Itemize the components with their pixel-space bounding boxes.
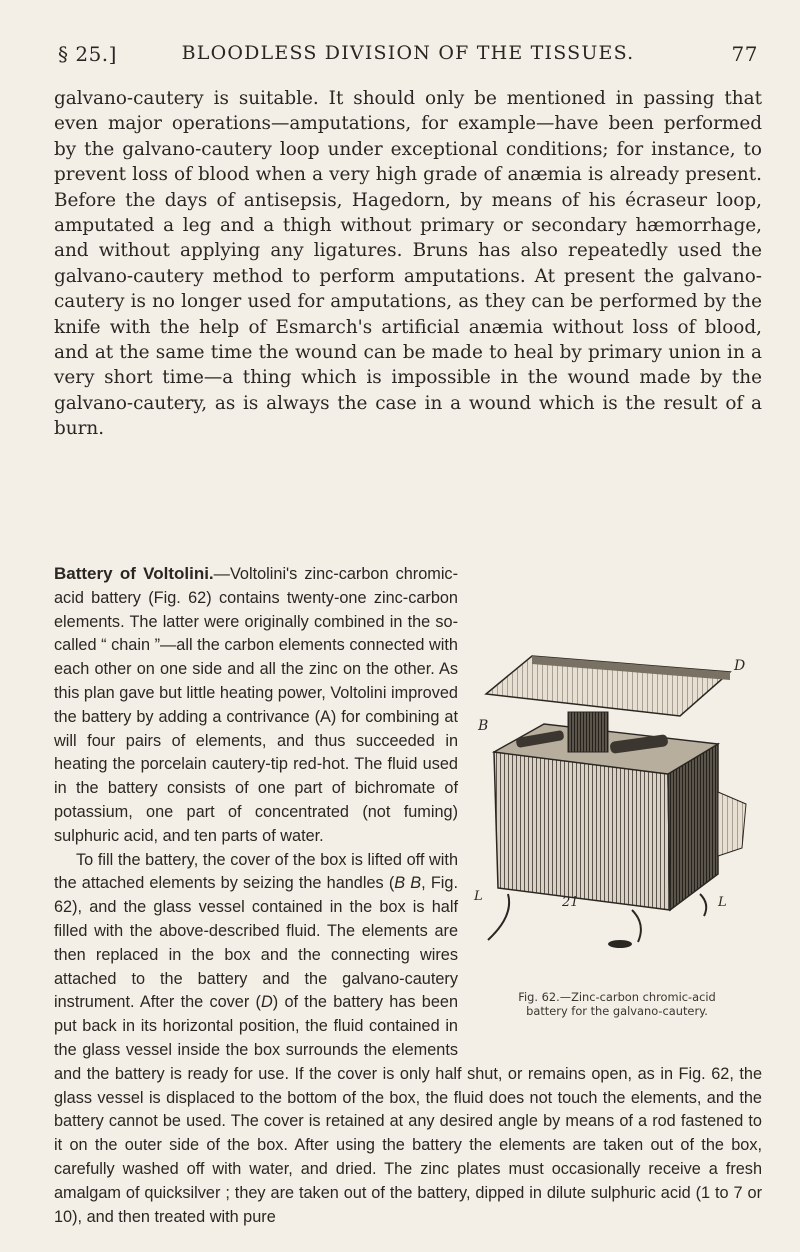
label-d: D (734, 658, 746, 674)
ref-handles-bb: B B (394, 874, 422, 893)
figure-caption (472, 990, 762, 1018)
label-21: 21 (562, 895, 579, 910)
page-number: 77 (731, 42, 758, 66)
section-lead: Battery of Voltolini. (54, 564, 214, 583)
label-l-right: L (718, 895, 727, 910)
battery-box (494, 752, 670, 910)
fill-text-b: , Fig. 62), and the glass vessel contained in the box is half filled with the above-described fluid. The elements are then replaced in the box and the connecting wires attached to the battery and the galvano-cautery instrument. After the cover ( (54, 874, 458, 1012)
label-b: B (478, 718, 489, 734)
caption-line-1: Fig. 62.—Zinc-carbon chromic-acid (518, 990, 716, 1004)
paragraph-amputations: galvano-cautery is suitable. It should only be mentioned in passing that even major operations—amputations, for example—have been performed by the galvano-cautery loop under exceptional conditions; for instance, to prevent loss of blood when a very high grade of anæmia is already present. Before the days of antisepsis, Hagedorn, by means of his écraseur loop, amputated a leg and a thigh without primary or secondary hæmorrhage, and without applying any ligatures. Bruns has also repeatedly used the galvano-cautery method to perform amputations. At present the galvano-cautery is no longer used for amputations, as they can be performed by the knife with the help of Esmarch's artificial anæmia without loss of blood, and at the same time the wound can be made to heal by primary union in a very short time—a thing which is impossible in the wound made by the galvano-cautery, as is always the case in a wound which is the result of a burn. (54, 88, 762, 440)
caption-line-2: battery for the galvano-cautery. (526, 1004, 708, 1018)
paragraph-voltolini-text: —Voltolini's zinc-carbon chromic-acid battery (Fig. 62) contains twenty-one zinc-carbon elements. The latter were originally combined in the so-called “ chain ”—all the carbon elements connected with each other on one side and all the zinc on the other. As this plan gave but little heating power, Voltolini improved the battery by adding a contrivance (A) for combining at will four pairs of elements, and thus succeeded in heating the porcelain cautery-tip red-hot. The fluid used in the battery consists of one part of bichromate of potassium, one part of concentrated (not fuming) sulphuric acid, and ten parts of water. (54, 565, 458, 845)
section-marker: § 25.] (58, 42, 117, 66)
fill-text-c: ) of the battery has been put back in its horizontal position, the fluid contained in the glass vessel inside the box surrounds the elements and the battery is ready for use. If the cover is only half shut, or remains open, as in Fig. 62, the glass vessel is displaced to the bottom of the box, the fluid does not touch the elements, and the battery cannot be used. The cover is retained at any desired angle by means of a rod fastened to it on the outer side of the box. After using the battery the elements are taken out of the box, carefully washed off with water, and dried. The zinc plates must occasionally receive a fresh amalgam of quicksilver ; they are taken out of the battery, dipped in dilute sulphuric acid (1 to 7 or 10), and then treated with pure (54, 993, 762, 1226)
running-header (58, 42, 758, 72)
figure-62 (472, 642, 762, 1042)
section-voltolini-battery (54, 562, 762, 1229)
running-title: BLOODLESS DIVISION OF THE TISSUES. (181, 42, 635, 64)
battery-illustration (472, 642, 762, 982)
ref-cover-d: D (260, 993, 273, 1012)
label-l-left: L (474, 889, 483, 904)
fill-text-a: To fill the battery, the cover of the box is lifted off with the attached elements by seizing the handles ( (54, 850, 458, 893)
